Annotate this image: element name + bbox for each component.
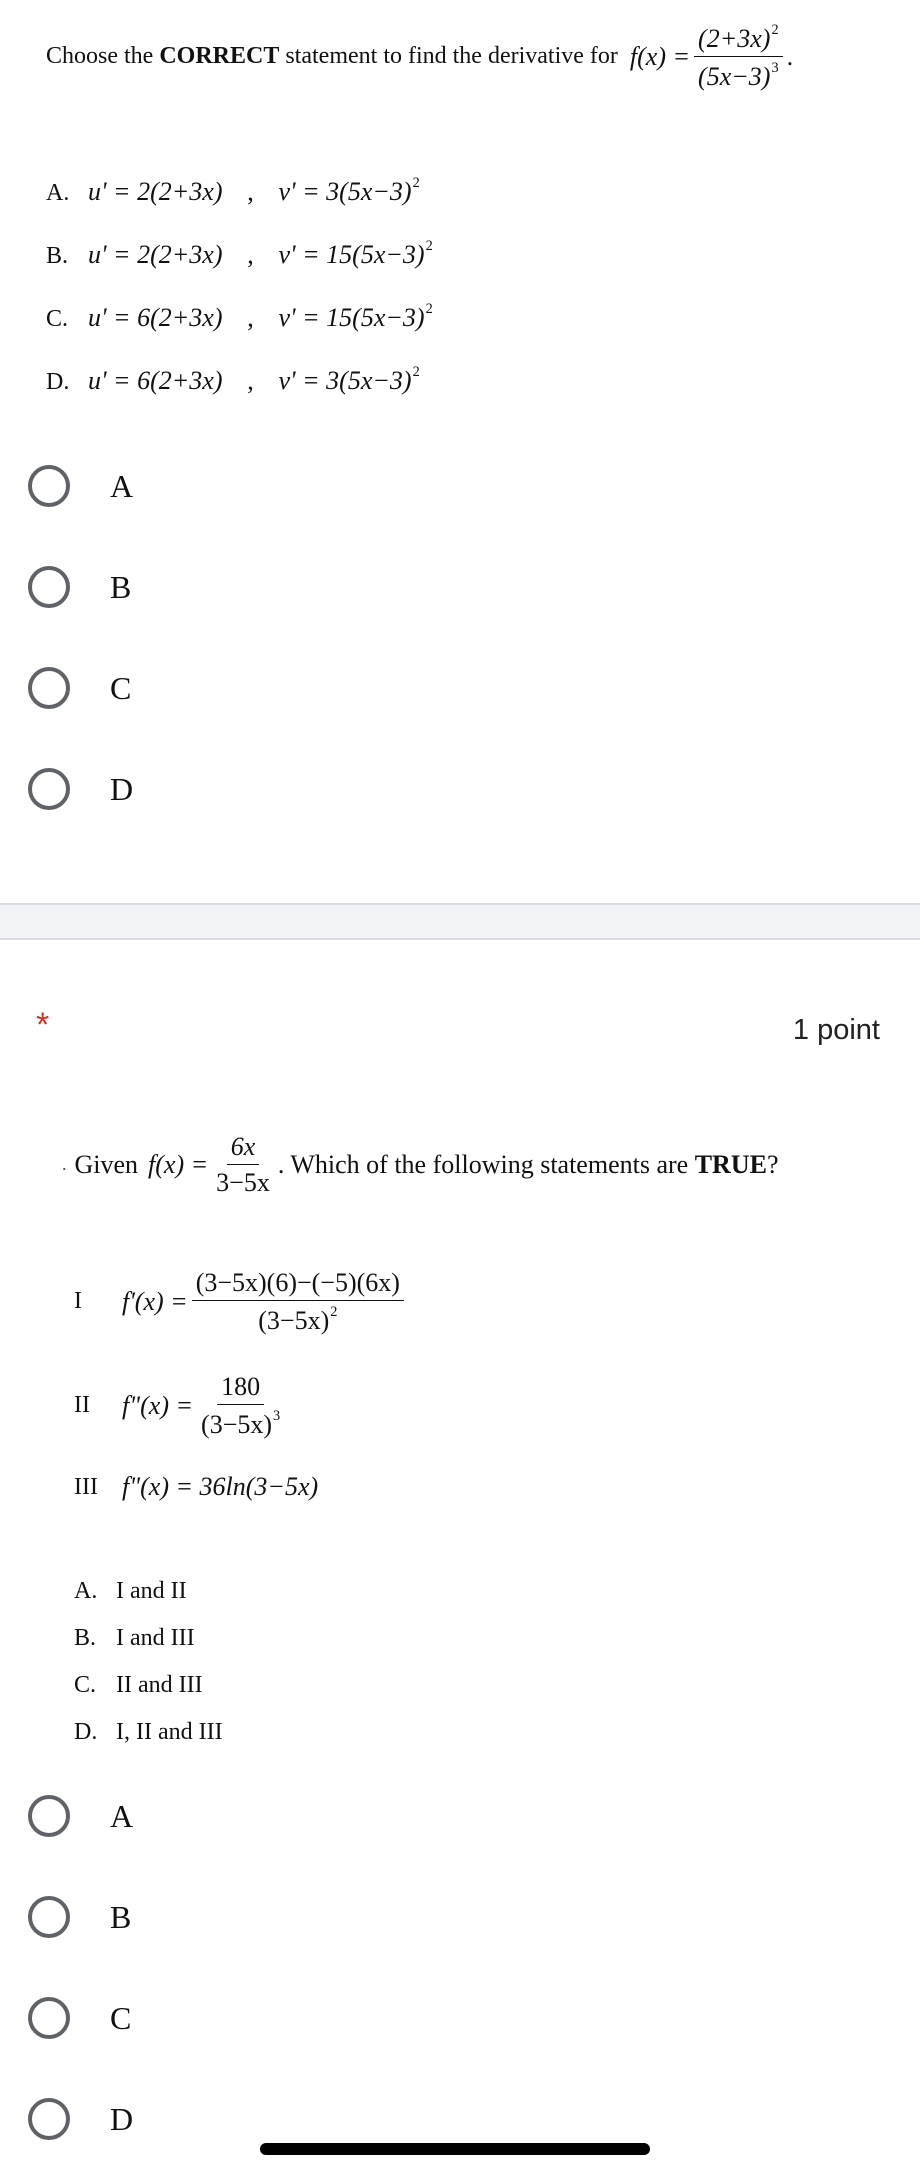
q2-stem-end: ?: [766, 1149, 779, 1179]
q1-stem-bold: CORRECT: [159, 43, 280, 70]
statement-denominator: (3−5x): [201, 1409, 273, 1439]
option-letter: D.: [46, 368, 70, 395]
q1-option-b-line: [46, 238, 433, 270]
q2-choice-d: [74, 1719, 223, 1746]
option-letter: B.: [46, 242, 69, 269]
option-v-exp: 2: [425, 301, 433, 317]
option-v: v' = 3(5x−3): [278, 365, 412, 395]
statement-numerator: 180: [217, 1372, 264, 1405]
statement-lhs: f"(x) =: [122, 1390, 194, 1420]
radio-button[interactable]: [28, 1997, 70, 2039]
radio-label[interactable]: D: [110, 2100, 134, 2137]
q1-radio-option-c[interactable]: [28, 662, 131, 714]
q2-choice-a: [74, 1578, 187, 1605]
q1-radio-option-b[interactable]: [28, 561, 131, 613]
q2-radio-option-b[interactable]: [28, 1891, 131, 1943]
q2-function: [148, 1132, 278, 1198]
radio-button[interactable]: [28, 667, 70, 709]
q1-fx-denominator: (5x−3): [698, 61, 771, 91]
radio-button[interactable]: [28, 566, 70, 608]
q2-stem-dot: .: [62, 1154, 67, 1175]
radio-label[interactable]: B: [110, 568, 132, 605]
q1-fx-fraction: [694, 22, 783, 92]
radio-label[interactable]: C: [110, 1999, 132, 2036]
statement-iii: [74, 1472, 318, 1502]
q2-stem-given: Given: [74, 1149, 139, 1179]
q1-option-c-line: [46, 301, 433, 333]
option-u: u' = 2(2+3x): [88, 239, 223, 269]
choice-letter: D.: [74, 1719, 98, 1745]
option-sep: ,: [247, 239, 254, 269]
required-marker: *: [36, 1006, 50, 1044]
statement-fraction: [197, 1372, 284, 1440]
q1-stem-text-post: statement to find the derivative for: [279, 43, 618, 70]
option-v: v' = 15(5x−3): [278, 239, 425, 269]
statement-denominator: (3−5x): [258, 1305, 330, 1335]
q2-radio-option-a[interactable]: [28, 1790, 133, 1842]
option-sep: ,: [247, 365, 254, 395]
q2-choice-c: [74, 1672, 203, 1699]
option-u: u' = 6(2+3x): [88, 365, 223, 395]
question-1-stem: [46, 22, 793, 92]
statement-numerator: (3−5x)(6)−(−5)(6x): [192, 1268, 404, 1301]
radio-button[interactable]: [28, 465, 70, 507]
q1-fx-label: f(x) =: [629, 41, 691, 71]
radio-label[interactable]: B: [110, 1898, 132, 1935]
option-u: u' = 6(2+3x): [88, 302, 223, 332]
q2-fx-numerator: 6x: [227, 1132, 260, 1165]
statement-den-exp: 2: [330, 1303, 338, 1320]
radio-label[interactable]: A: [110, 467, 134, 504]
choice-text: I, II and III: [116, 1719, 223, 1745]
question-points: 1 point: [792, 1014, 880, 1046]
option-v: v' = 15(5x−3): [278, 302, 425, 332]
statement-lhs: f"(x) = 36ln(3−5x): [122, 1472, 319, 1501]
question-divider: [0, 903, 920, 940]
choice-letter: B.: [74, 1625, 97, 1651]
option-v-exp: 2: [412, 364, 420, 380]
statement-den-exp: 3: [273, 1407, 281, 1424]
home-indicator[interactable]: [260, 2143, 650, 2155]
q1-fx-numerator: (2+3x): [698, 23, 771, 53]
q2-radio-option-c[interactable]: [28, 1992, 131, 2044]
radio-button[interactable]: [28, 2098, 70, 2140]
q1-option-a-line: [46, 175, 420, 207]
option-u: u' = 2(2+3x): [88, 176, 223, 206]
radio-button[interactable]: [28, 768, 70, 810]
radio-button[interactable]: [28, 1795, 70, 1837]
q2-fx-label: f(x) =: [148, 1149, 209, 1179]
q1-fx-denominator-exp: 3: [771, 59, 779, 76]
choice-letter: C.: [74, 1672, 97, 1698]
option-v-exp: 2: [412, 175, 420, 191]
q1-option-d-line: [46, 364, 420, 396]
statement-roman: I: [74, 1288, 82, 1315]
q2-radio-option-d[interactable]: [28, 2093, 133, 2145]
q2-stem-bold: TRUE: [694, 1149, 767, 1179]
q1-radio-option-a[interactable]: [28, 460, 133, 512]
choice-text: I and II: [116, 1578, 187, 1604]
option-sep: ,: [247, 176, 254, 206]
q2-fx-denominator: 3−5x: [216, 1167, 270, 1197]
option-sep: ,: [247, 302, 254, 332]
choice-text: I and III: [116, 1625, 195, 1651]
choice-text: II and III: [116, 1672, 203, 1698]
radio-button[interactable]: [28, 1896, 70, 1938]
q2-fx-fraction: [212, 1132, 274, 1198]
option-v: v' = 3(5x−3): [278, 176, 412, 206]
option-letter: A.: [46, 179, 70, 206]
q1-fx-end: .: [786, 41, 794, 71]
radio-label[interactable]: D: [110, 770, 134, 807]
statement-i: [74, 1268, 408, 1336]
statement-roman: III: [74, 1473, 98, 1500]
q2-choice-b: [74, 1625, 195, 1652]
radio-label[interactable]: C: [110, 669, 132, 706]
q1-radio-option-d[interactable]: [28, 763, 133, 815]
option-v-exp: 2: [425, 238, 433, 254]
statement-roman: II: [74, 1392, 90, 1419]
q1-stem-text-pre: Choose the: [46, 43, 160, 70]
radio-label[interactable]: A: [110, 1797, 134, 1834]
q2-stem-after: . Which of the following statements are: [277, 1149, 695, 1179]
option-letter: C.: [46, 305, 69, 332]
question-2-stem: [62, 1132, 779, 1198]
choice-letter: A.: [74, 1578, 98, 1604]
statement-ii: [74, 1372, 288, 1440]
statement-lhs: f'(x) =: [122, 1286, 188, 1316]
q1-fx-numerator-exp: 2: [771, 22, 779, 38]
q1-function: [630, 22, 793, 92]
statement-fraction: [192, 1268, 404, 1336]
